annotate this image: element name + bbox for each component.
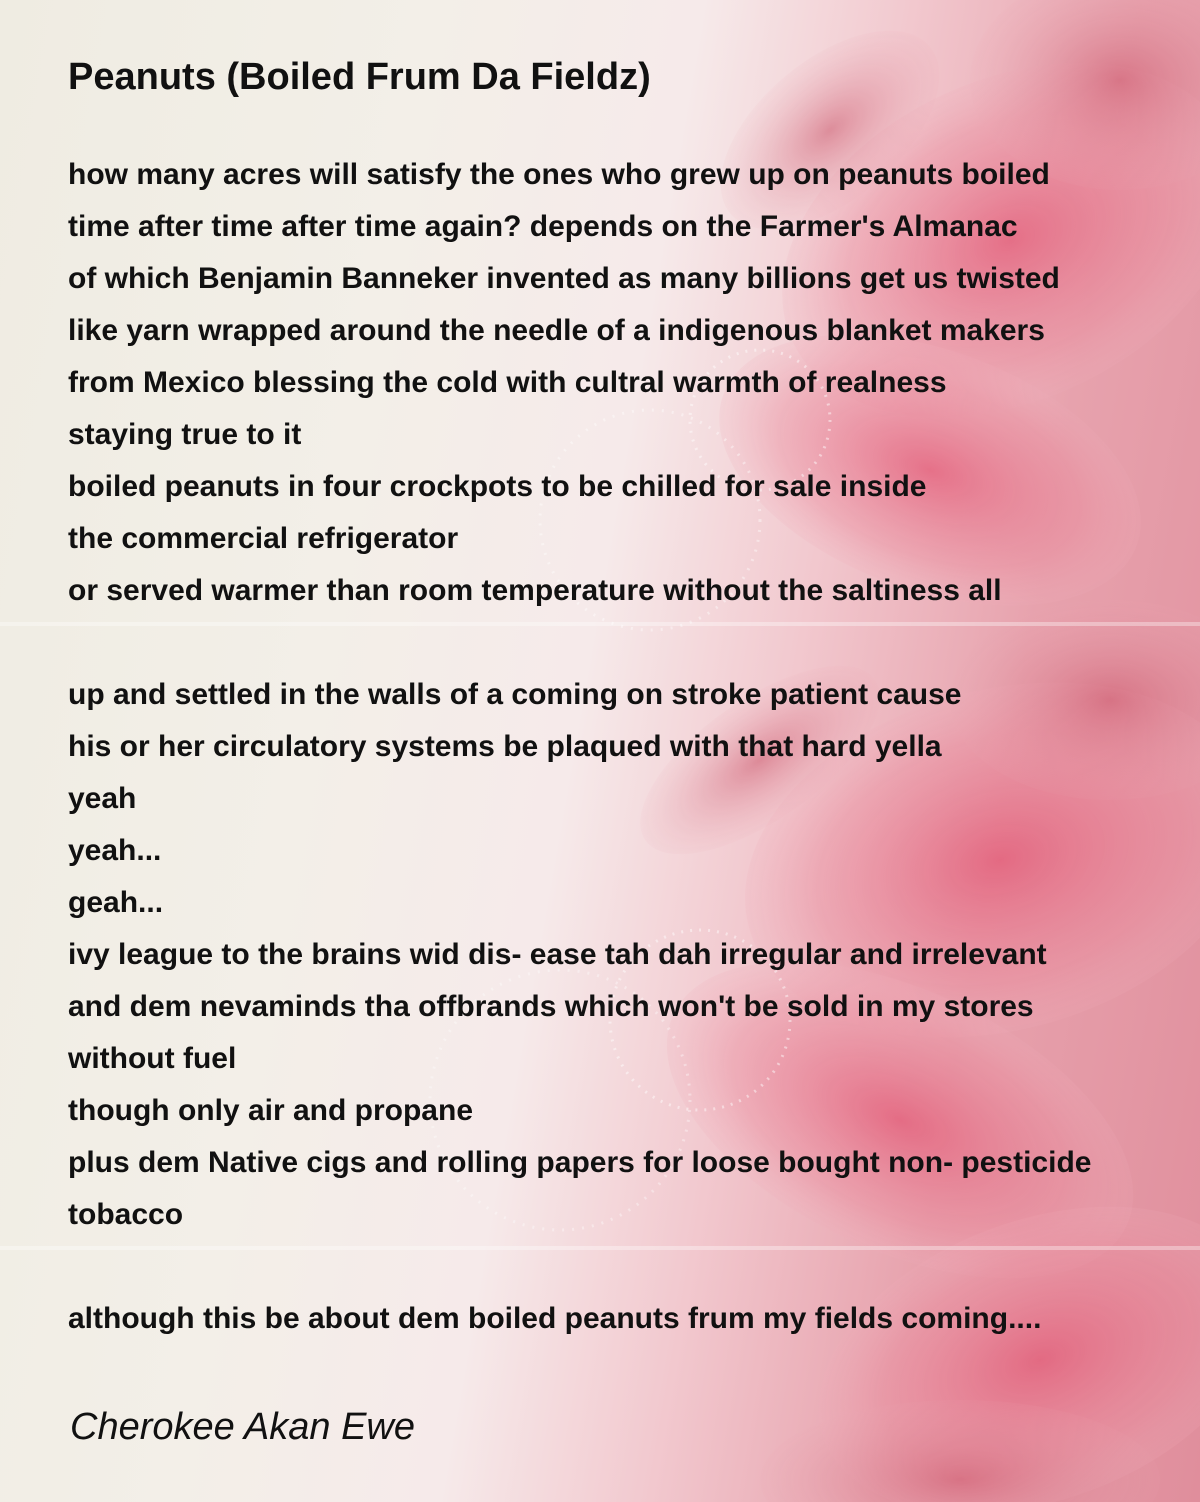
poem-line: without fuel: [68, 1042, 237, 1075]
poem-line: boiled peanuts in four crockpots to be chilled for sale inside: [68, 470, 927, 503]
poem-line: or served warmer than room temperature without the saltiness all: [68, 574, 1002, 607]
poem-line: yeah: [68, 782, 137, 815]
poem-line: his or her circulatory systems be plaqued with that hard yella: [68, 730, 942, 763]
poem-line: ivy league to the brains wid dis- ease tah dah irregular and irrelevant: [68, 938, 1047, 971]
poem-line: yeah...: [68, 834, 162, 867]
poem-line: time after time after time again? depends on the Farmer's Almanac: [68, 210, 1018, 243]
poem-line: up and settled in the walls of a coming on stroke patient cause: [68, 678, 962, 711]
poem-line: although this be about dem boiled peanuts frum my fields coming....: [68, 1302, 1042, 1335]
poem-author: Cherokee Akan Ewe: [70, 1406, 416, 1448]
poem-line: geah...: [68, 886, 164, 919]
poem-line: how many acres will satisfy the ones who grew up on peanuts boiled: [68, 158, 1050, 191]
poem-title: Peanuts (Boiled Frum Da Fieldz): [68, 56, 651, 98]
poem-line: from Mexico blessing the cold with cultral warmth of realness: [68, 366, 947, 399]
poem-line: tobacco: [68, 1198, 184, 1231]
poem-line: plus dem Native cigs and rolling papers for loose bought non- pesticide: [68, 1146, 1092, 1179]
poem-line: and dem nevaminds tha offbrands which won't be sold in my stores: [68, 990, 1034, 1023]
poem-line: the commercial refrigerator: [68, 522, 459, 555]
poem-line: staying true to it: [68, 418, 302, 451]
poem-line: though only air and propane: [68, 1094, 473, 1127]
poem-line: like yarn wrapped around the needle of a indigenous blanket makers: [68, 314, 1045, 347]
poem-line: of which Benjamin Banneker invented as many billions get us twisted: [68, 262, 1060, 295]
